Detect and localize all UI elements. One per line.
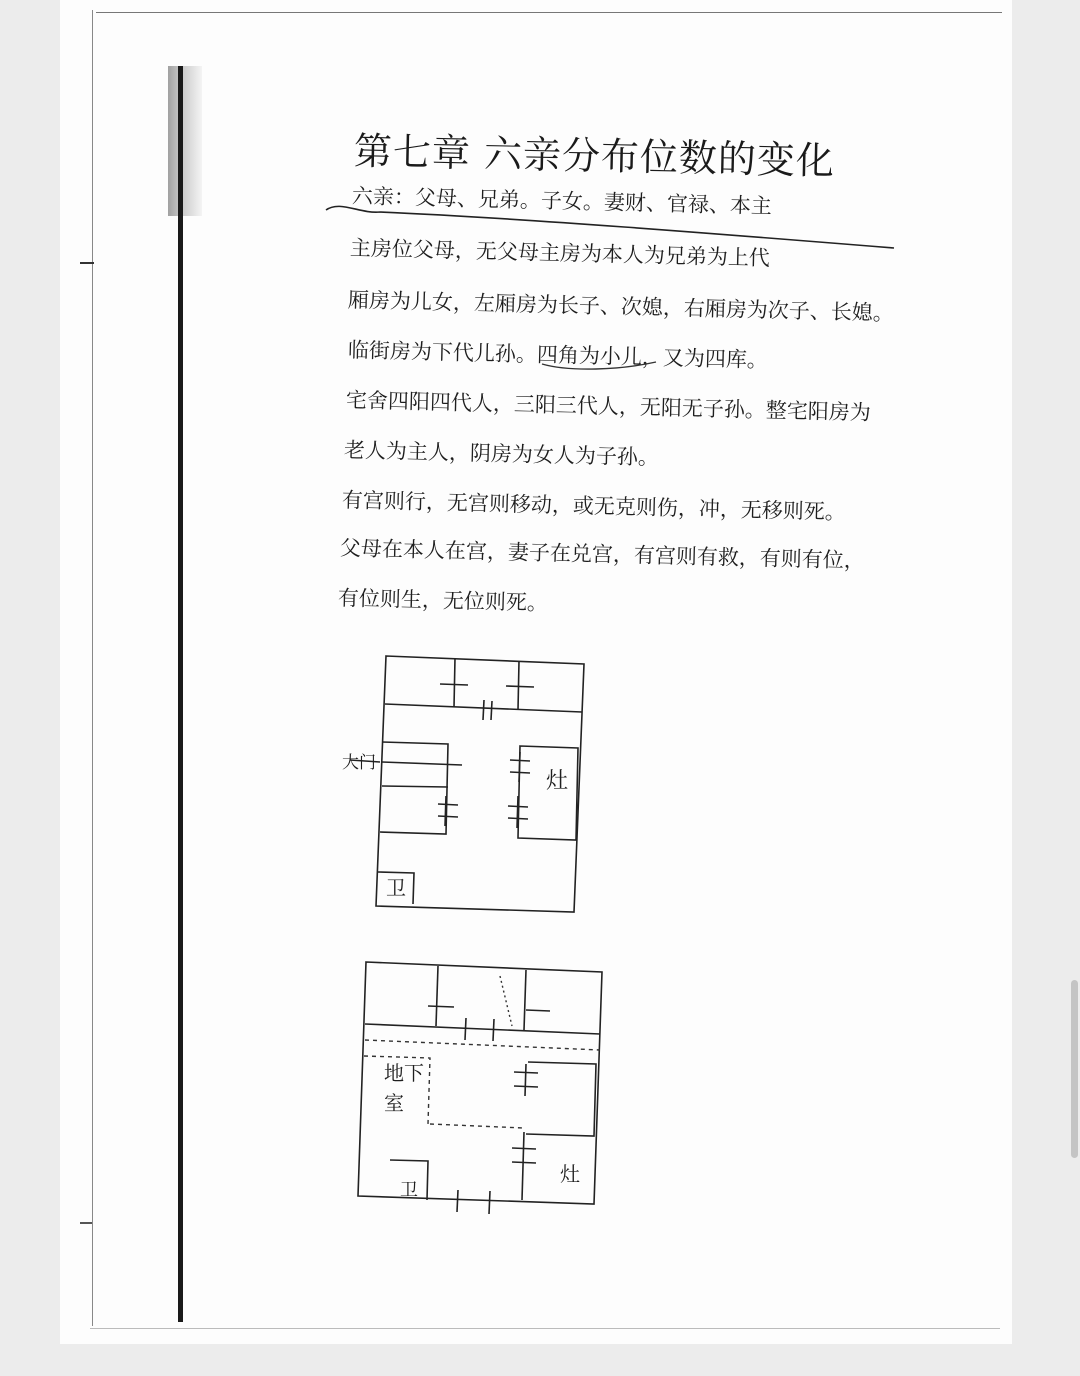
label-gate: 大门 — [342, 753, 376, 773]
label-toilet-1: 卫 — [386, 876, 406, 900]
label-kitchen-1: 灶 — [546, 769, 569, 794]
text-line-7: 有宫则行，无宫则移动，或无克则伤，冲，无移则死。 — [341, 488, 847, 525]
text-line-1: 六亲：父母、兄弟。子女。妻财、官禄、本主 — [351, 184, 773, 219]
label-kitchen-2: 灶 — [560, 1162, 580, 1186]
label-toilet-2: 卫 — [400, 1180, 418, 1201]
margin-line — [92, 10, 93, 1326]
label-basement: 地下室 — [384, 1061, 424, 1115]
margin-tick — [80, 262, 94, 264]
bottom-rule — [90, 1328, 1000, 1329]
underline-short — [540, 356, 660, 376]
text-line-5: 宅舍四阳四代人，三阳三代人，无阳无子孙。整宅阳房为 — [345, 388, 872, 425]
text-line-3: 厢房为儿女，左厢房为长子、次媳，右厢房为次子、长媳。 — [347, 288, 895, 326]
text-line-6: 老人为主人，阴房为女人为子孙。 — [343, 438, 660, 470]
scanned-page — [60, 0, 1012, 1344]
top-rule — [96, 12, 1002, 13]
vertical-scrollbar[interactable] — [1071, 980, 1078, 1158]
text-line-2: 主房位父母，无父母主房为本人为兄弟为上代 — [349, 236, 771, 271]
text-line-9: 有位则生，无位则死。 — [337, 586, 549, 616]
binding-shadow — [168, 66, 194, 1322]
chapter-title: 第七章 六亲分布位数的变化 — [353, 129, 836, 184]
text-line-8: 父母在本人在宫，妻子在兑宫，有宫则有救，有则有位， — [339, 536, 866, 573]
margin-tick-lower — [80, 1222, 92, 1224]
text-line-4: 临街房为下代儿孙。四角为小儿，又为四库。 — [347, 338, 769, 373]
